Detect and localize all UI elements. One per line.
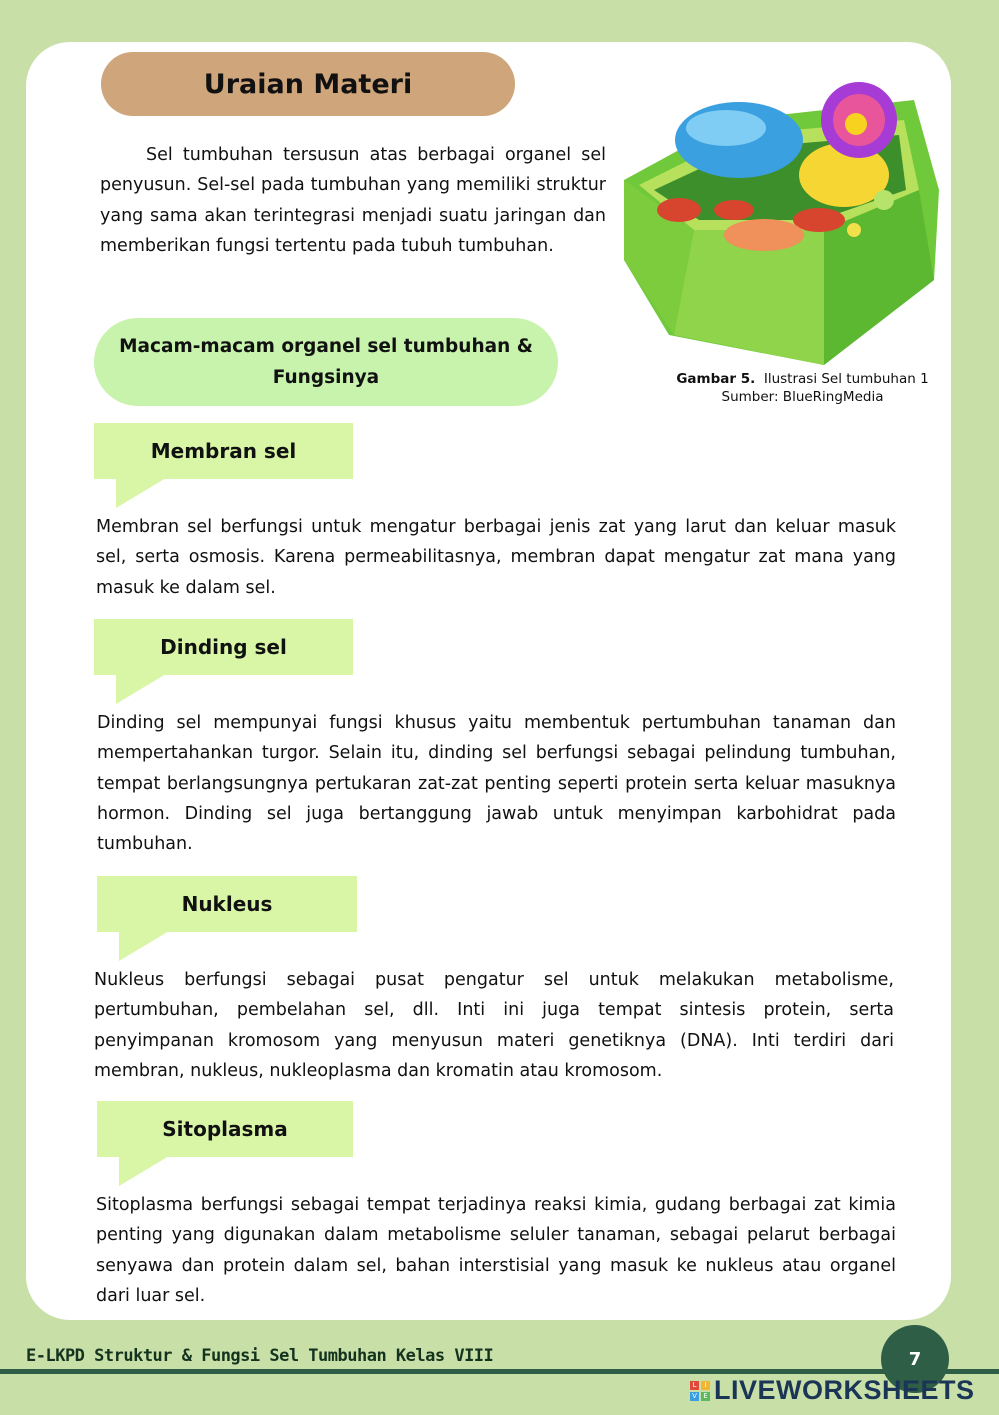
paragraph-membran-sel: Membran sel berfungsi untuk mengatur berbagai jenis zat yang larut dan keluar masuk sel, serta osmosis. Karena permeabilitasnya, membran dapat mengatur zat mana yang masuk ke dalam sel. — [96, 517, 896, 598]
liveworksheets-logo-icon — [690, 1381, 710, 1401]
heading-sitoplasma: Sitoplasma — [162, 1117, 288, 1141]
logo-letter-v: V — [690, 1392, 699, 1401]
liveworksheets-brand[interactable] — [690, 1375, 975, 1406]
heading-nukleus: Nukleus — [181, 892, 273, 916]
mitochondrion — [714, 200, 754, 220]
heading-box — [94, 423, 353, 479]
heading-box — [97, 1101, 353, 1157]
caption-source: Sumber: BlueRingMedia — [721, 389, 884, 405]
subtitle-line-2: Fungsinya — [272, 367, 380, 388]
nucleolus — [845, 113, 867, 135]
paragraph-sitoplasma: Sitoplasma berfungsi sebagai tempat terjadinya reaksi kimia, gudang berbagai zat kimia penting yang digunakan dalam metabolisme seluler tanaman, sebagai pelarut berbagai senyawa dan protein dalam sel, bahan interstisial yang masuk ke nukleus atau organel dari luar sel. — [96, 1195, 896, 1306]
peroxisome — [874, 190, 894, 210]
page-number: 7 — [908, 1348, 922, 1370]
heading-dinding-sel: Dinding sel — [160, 635, 287, 659]
footer-divider — [0, 1369, 999, 1374]
caption-label: Gambar 5. — [676, 371, 756, 387]
section-subtitle — [94, 318, 558, 406]
ribosome — [847, 223, 861, 237]
logo-letter-i: I — [701, 1381, 710, 1390]
paragraph-nukleus: Nukleus berfungsi sebagai pusat pengatur sel untuk melakukan metabolisme, pertumbuhan, pembelahan sel, dll. Inti ini juga tempat sintesis protein, serta penyimpanan kromosom yang menyusun materi genetiknya (DNA). Inti terdiri dari membran, nukleus, nukleoplasma dan kromatin atau kromosom. — [94, 970, 894, 1081]
page-title-text: Uraian Materi — [203, 68, 413, 100]
bubble-tail — [116, 674, 166, 704]
bubble-tail — [116, 478, 166, 508]
liveworksheets-wordmark: LIVEWORKSHEETS — [714, 1375, 975, 1405]
cell-front-face — [674, 230, 824, 365]
heading-membran-sel: Membran sel — [150, 439, 297, 463]
footer-title: E-LKPD Struktur & Fungsi Sel Tumbuhan Kelas VIII — [26, 1346, 494, 1366]
bubble-tail — [119, 1156, 169, 1186]
caption-text: Ilustrasi Sel tumbuhan 1 — [763, 371, 929, 387]
page-title — [101, 52, 515, 116]
chloroplast — [724, 219, 804, 251]
paragraph-dinding-sel: Dinding sel mempunyai fungsi khusus yaitu membentuk pertumbuhan tanaman dan mempertahankan turgor. Selain itu, dinding sel berfungsi sebagai pelindung tumbuhan, tempat berlangsungnya pertukaran zat-zat penting seperti protein serta keluar masuknya hormon. Dinding sel juga bertanggung jawab untuk menyimpan karbohidrat pada tumbuhan. — [97, 713, 896, 855]
subtitle-line-1: Macam-macam organel sel tumbuhan & — [119, 336, 533, 357]
bubble-tail — [119, 931, 169, 961]
figure-caption — [645, 370, 960, 406]
plant-cell-illustration — [614, 80, 944, 365]
logo-letter-e: E — [701, 1392, 710, 1401]
vacuole-highlight — [686, 110, 766, 146]
logo-letter-l: L — [690, 1381, 699, 1390]
mitochondrion — [657, 198, 701, 222]
intro-text: Sel tumbuhan tersusun atas berbagai organel sel penyusun. Sel-sel pada tumbuhan yang memiliki struktur yang sama akan terintegrasi menjadi suatu jaringan dan memberikan fungsi tertentu pada tubuh tumbuhan. — [100, 145, 606, 256]
mitochondrion — [793, 208, 845, 232]
heading-box — [94, 619, 353, 675]
heading-box — [97, 876, 357, 932]
intro-paragraph — [100, 140, 606, 261]
